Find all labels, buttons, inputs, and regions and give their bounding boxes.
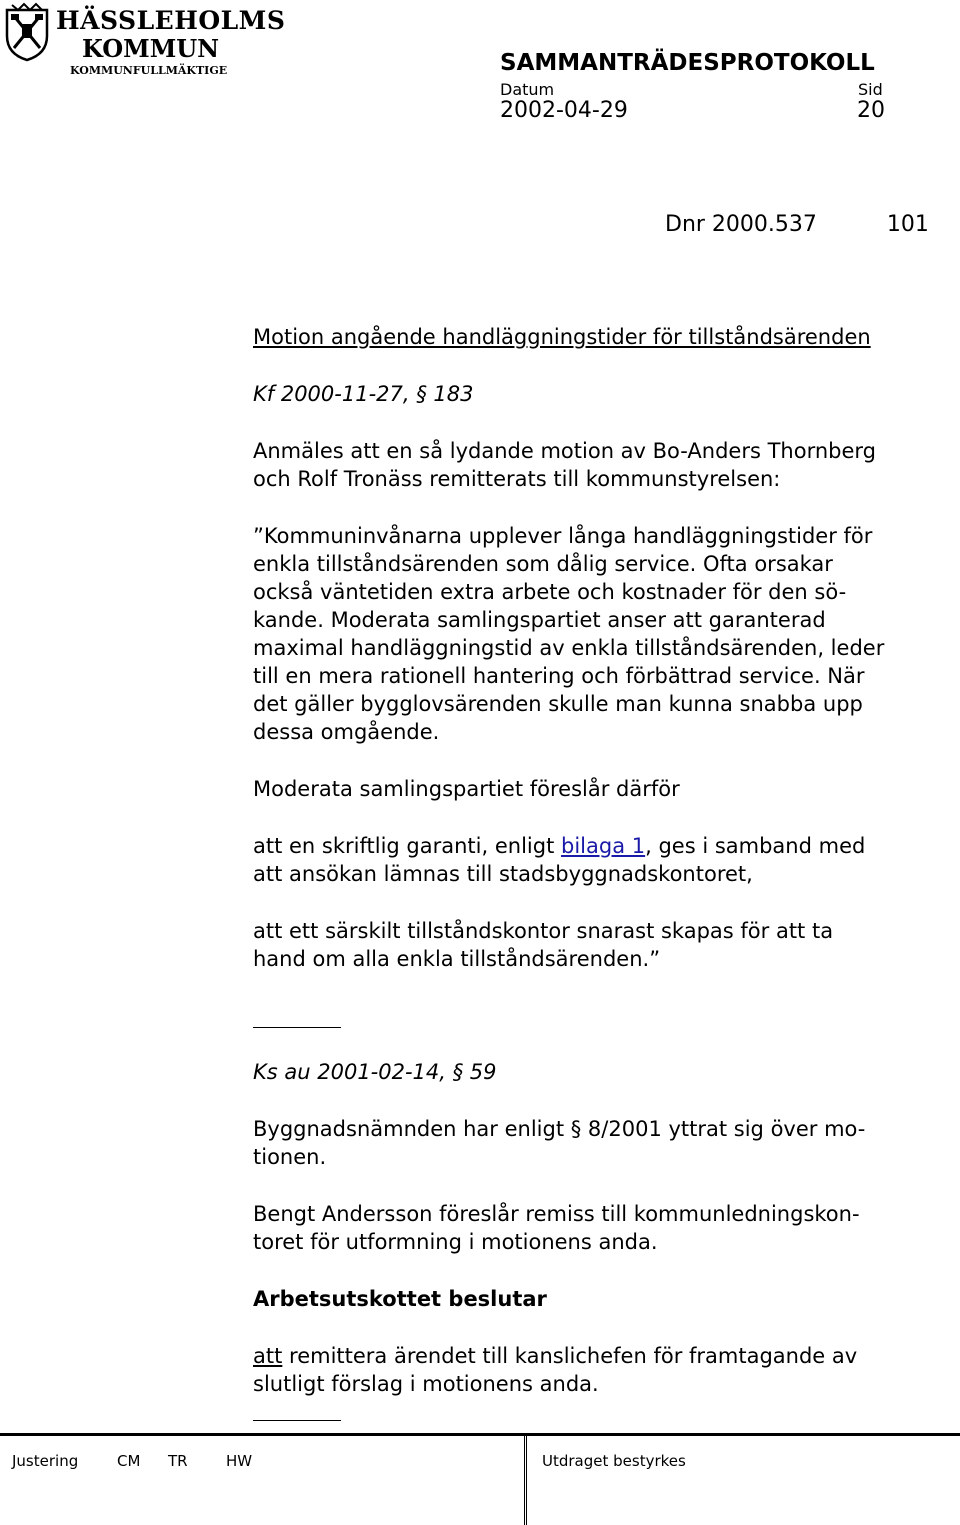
- ks-reference: Ks au 2001-02-14, § 59: [253, 1060, 497, 1084]
- signature-cm: CM: [117, 1452, 141, 1470]
- footer-rule: [0, 1433, 960, 1436]
- proposal-intro: Moderata samlingspartiet föreslår därför: [253, 777, 680, 801]
- utdrag-label: Utdraget bestyrkes: [542, 1452, 686, 1470]
- quote-line: kande. Moderata samlingspartiet anser att garanterad: [253, 608, 826, 632]
- quote-line: till en mera rationell hantering och förbättrad service. När: [253, 664, 865, 688]
- logo-line-3: KOMMUNFULLMÄKTIGE: [70, 64, 228, 77]
- att-clause-1-line-2: att ansökan lämnas till stadsbyggnadskontoret,: [253, 862, 753, 886]
- justering-label: Justering: [12, 1452, 79, 1470]
- dnr-label: Dnr 2000.537: [665, 212, 817, 237]
- logo-line-2: KOMMUN: [82, 34, 220, 63]
- att-clause-2-line-2: hand om alla enkla tillståndsärenden.”: [253, 947, 661, 971]
- footer-divider: [526, 1433, 527, 1525]
- intro-line-2: och Rolf Tronäss remitterats till kommunstyrelsen:: [253, 467, 781, 491]
- bengt-line-2: toret för utformning i motionens anda.: [253, 1230, 658, 1254]
- att-clause-1: [253, 832, 865, 860]
- quote-line: det gäller bygglovsärenden skulle man kunna snabba upp: [253, 692, 863, 716]
- quote-line: enkla tillståndsärenden som dålig service. Ofta orsakar: [253, 552, 833, 576]
- coat-of-arms-icon: [4, 2, 50, 62]
- bygg-line-2: tionen.: [253, 1145, 327, 1169]
- protocol-title: SAMMANTRÄDESPROTOKOLL: [500, 50, 875, 76]
- att-clause-2: att ett särskilt tillståndskontor snarast skapas för att ta: [253, 919, 834, 943]
- decision-text: remittera ärendet till kanslichefen för framtagande av: [282, 1344, 858, 1368]
- footer-divider: [524, 1433, 525, 1525]
- municipality-logo: [4, 2, 286, 82]
- quote-line: ”Kommuninvånarna upplever långa handläggningstider för: [253, 524, 873, 548]
- signature-hw: HW: [226, 1452, 253, 1470]
- att1-pre: att en skriftlig garanti, enligt: [253, 834, 561, 858]
- date-label: Datum: [500, 80, 555, 99]
- page-label: Sid: [858, 80, 883, 99]
- quote-line: dessa omgående.: [253, 720, 440, 744]
- quote-line: maximal handläggningstid av enkla tillståndsärenden, leder: [253, 636, 885, 660]
- quote-line: också väntetiden extra arbete och kostnader för den sö-: [253, 580, 847, 604]
- att1-post: , ges i samband med: [645, 834, 866, 858]
- separator-line: [253, 1027, 341, 1028]
- diary-number: [665, 212, 929, 237]
- decision-line-1: [253, 1342, 857, 1370]
- logo-line-1: HÄSSLEHOLMS: [56, 6, 286, 35]
- bilaga-link[interactable]: bilaga 1: [561, 834, 646, 858]
- date-value: 2002-04-29: [500, 98, 628, 123]
- separator-line: [253, 1420, 341, 1421]
- decision-heading: Arbetsutskottet beslutar: [253, 1287, 547, 1311]
- intro-line-1: Anmäles att en så lydande motion av Bo-Anders Thornberg: [253, 439, 876, 463]
- page-value: 20: [857, 98, 885, 123]
- decision-line-2: slutligt förslag i motionens anda.: [253, 1372, 599, 1396]
- bygg-line-1: Byggnadsnämnden har enligt § 8/2001 yttrat sig över mo-: [253, 1117, 866, 1141]
- bengt-line-1: Bengt Andersson föreslår remiss till kommunledningskon-: [253, 1202, 860, 1226]
- motion-heading: Motion angående handläggningstider för tillståndsärenden: [253, 325, 871, 349]
- paragraph-number: 101: [886, 212, 929, 237]
- decision-att: att: [253, 1344, 283, 1368]
- signature-tr: TR: [168, 1452, 188, 1470]
- kf-reference: Kf 2000-11-27, § 183: [253, 382, 474, 406]
